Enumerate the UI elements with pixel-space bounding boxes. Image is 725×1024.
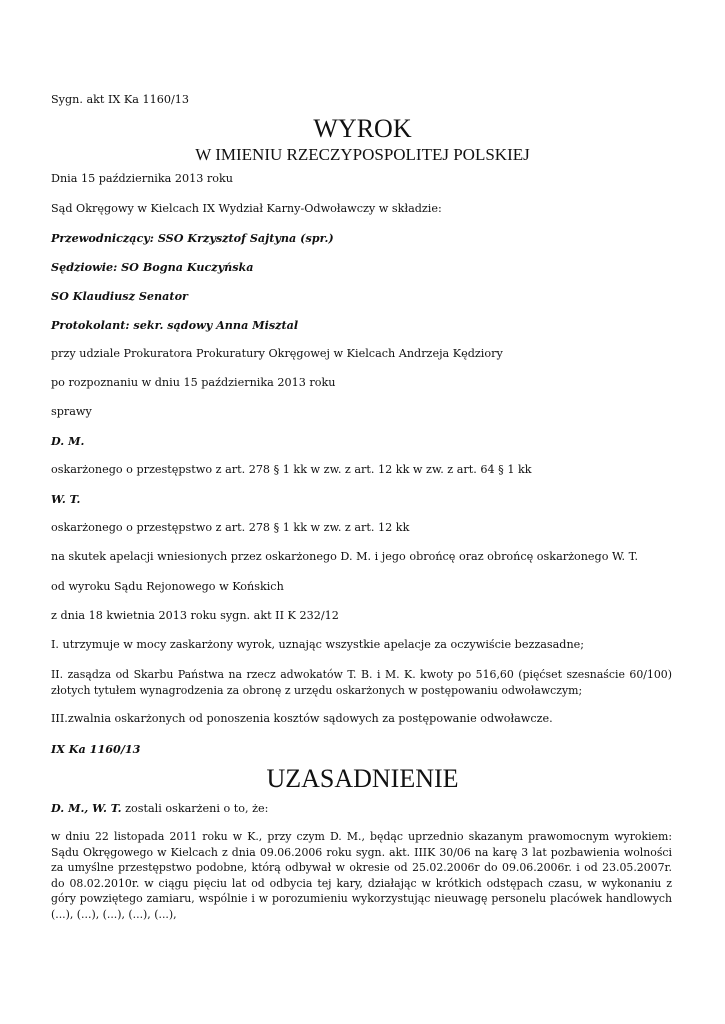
charge-2: oskarżonego o przestępstwo z art. 278 § 1 kk w zw. z art. 12 kk [51,521,410,534]
document-title: WYROK [313,114,412,143]
hearing-line: po rozpoznaniu w dniu 15 października 2013 roku [51,376,336,389]
charge-1: oskarżonego o przestępstwo z art. 278 § 1 kk w zw. z art. 12 kk w zw. z art. 64 § 1 kk [51,463,532,476]
ruling-point-2: II. zasądza od Skarbu Państwa na rzecz adwokatów T. B. i M. K. kwoty po 516,60 (pięćset szesnaście 60/100) złotych tytułem wynagrodzenia za obronę z urzędu oskarżonych w postępowaniu odwoławczym; [51,668,672,697]
court-composition: Sąd Okręgowy w Kielcach IX Wydział Karny-Odwoławczy w składzie: [51,202,442,215]
court-clerk: Protokolant: sekr. sądowy Anna Misztal [51,318,299,332]
appeal-line: na skutek apelacji wniesionych przez oskarżonego D. M. i jego obrońcę oraz obrońcę oskarżonego W. T. [51,550,639,563]
case-word: sprawy [51,405,92,418]
prosecutor-line: przy udziale Prokuratora Prokuratury Okręgowej w Kielcach Andrzeja Kędziory [51,347,503,360]
charged-names: D. M., W. T. [51,801,122,815]
defendant-1: D. M. [51,434,85,448]
ruling-point-3: III.zwalnia oskarżonych od ponoszenia kosztów sądowych za postępowanie odwoławcze. [51,712,553,725]
justification-body: w dniu 22 listopada 2011 roku w K., przy czym D. M., będąc uprzednio skazanym prawomocnym wyrokiem: Sądu Okręgowego w Kielcach z dnia 09.06.2006 roku sygn. akt. IIIK 30/06 na karę 3 lat pozbawienia wolności za umyślne przestępstwo podobne, którą odbywał w okresie od 25.02.2006r do 09.06.2006r. i od 23.05.2007r. do 08.02.2010r. w ciągu pięciu lat od odbycia tej kary, działając w krótkich odstępach czasu, w wykonaniu z góry powziętego zamiaru, wspólnie i w porozumieniu wykorzystując nieuwagę personelu placówek handlowych (...), (...), (...), (...), (...), [51,830,672,921]
presiding-judge: Przewodniczący: SSO Krzysztof Sajtyna (spr.) [51,231,334,245]
charged-intro [51,801,268,816]
judges: Sędziowie: SO Bogna Kuczyńska [51,260,254,274]
case-signature: Sygn. akt IX Ka 1160/13 [51,93,189,106]
judge-second: SO Klaudiusz Senator [51,289,188,303]
ruling-point-1: I. utrzymuje w mocy zaskarżony wyrok, uznając wszystkie apelacje za oczywiście bezzasadne; [51,638,585,651]
document-subtitle: W IMIENIU RZECZYPOSPOLITEJ POLSKIEJ [195,145,530,164]
lower-court-line: od wyroku Sądu Rejonowego w Końskich [51,580,284,593]
judgment-date: Dnia 15 października 2013 roku [51,172,233,185]
charged-rest: zostali oskarżeni o to, że: [121,802,269,815]
lower-judgment-date: z dnia 18 kwietnia 2013 roku sygn. akt II K 232/12 [51,609,339,622]
case-signature-2: IX Ka 1160/13 [51,742,141,756]
defendant-2: W. T. [51,492,81,506]
justification-title: UZASADNIENIE [266,764,459,793]
